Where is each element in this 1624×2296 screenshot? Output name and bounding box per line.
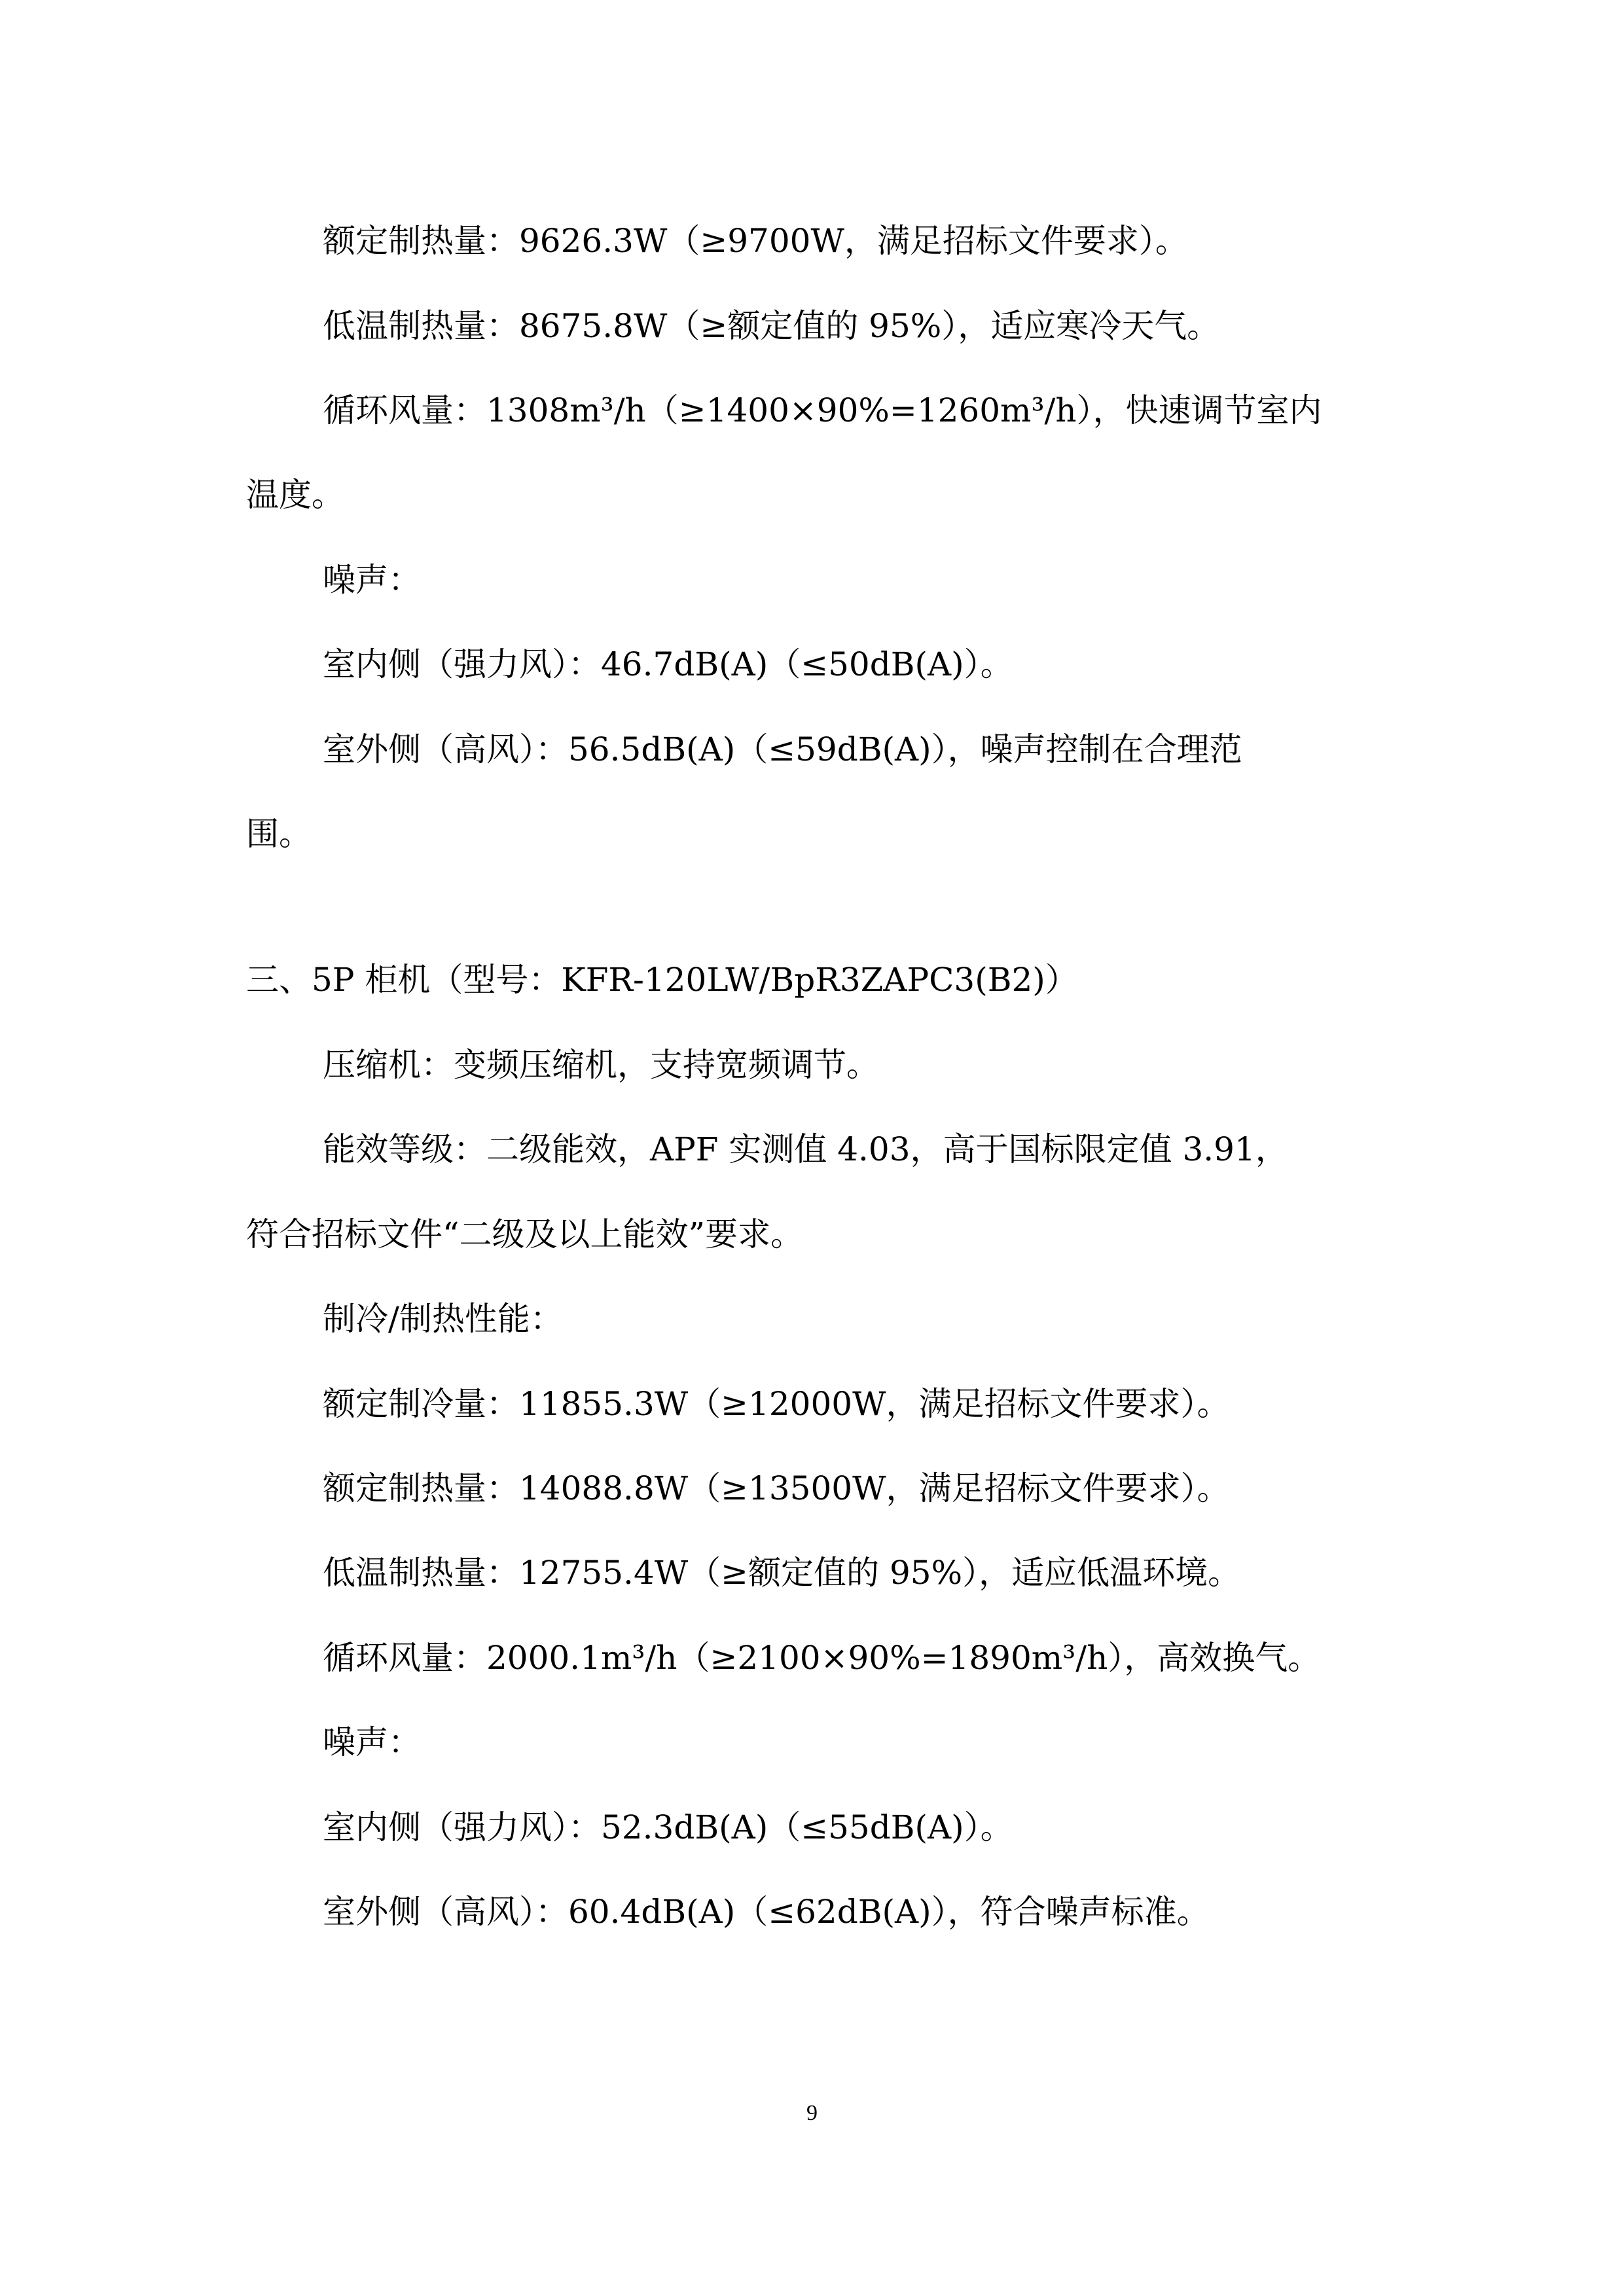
text-line-rated-cooling: 额定制冷量：11855.3W（≥12000W，满足招标文件要求）。	[323, 1385, 1230, 1423]
text-line-airflow: 循环风量：1308m³/h（≥1400×90%=1260m³/h），快速调节室内	[323, 391, 1322, 429]
text-line-airflow-cont: 温度。	[246, 476, 344, 514]
text-line-rated-heating-2: 额定制热量：14088.8W（≥13500W，满足招标文件要求）。	[323, 1469, 1230, 1507]
text-line-outdoor-noise: 室外侧（高风）：56.5dB(A)（≤59dB(A)），噪声控制在合理范	[323, 730, 1242, 768]
text-line-noise-label: 噪声：	[323, 561, 421, 599]
text-line-airflow-2: 循环风量：2000.1m³/h（≥2100×90%=1890m³/h），高效换气。	[323, 1639, 1321, 1677]
text-line-rated-heating: 额定制热量：9626.3W（≥9700W，满足招标文件要求）。	[323, 222, 1188, 260]
text-line-outdoor-noise-2: 室外侧（高风）：60.4dB(A)（≤62dB(A)），符合噪声标准。	[323, 1893, 1210, 1931]
text-line-efficiency: 能效等级：二级能效，APF 实测值 4.03，高于国标限定值 3.91，	[323, 1130, 1288, 1168]
page-number: 9	[806, 2101, 818, 2125]
section-heading-5p-cabinet: 三、5P 柜机（型号：KFR-120LW/BpR3ZAPC3(B2)）	[246, 961, 1078, 999]
text-line-indoor-noise: 室内侧（强力风）：46.7dB(A)（≤50dB(A)）。	[323, 645, 1013, 683]
text-line-indoor-noise-2: 室内侧（强力风）：52.3dB(A)（≤55dB(A)）。	[323, 1808, 1013, 1846]
text-line-low-temp-heating-2: 低温制热量：12755.4W（≥额定值的 95%），适应低温环境。	[323, 1554, 1241, 1592]
text-line-noise-label-2: 噪声：	[323, 1723, 421, 1761]
text-line-outdoor-noise-cont: 围。	[246, 815, 312, 853]
text-line-performance-label: 制冷/制热性能：	[323, 1300, 563, 1338]
text-line-low-temp-heating: 低温制热量：8675.8W（≥额定值的 95%），适应寒冷天气。	[323, 307, 1220, 345]
text-line-efficiency-cont: 符合招标文件“二级及以上能效”要求。	[246, 1215, 804, 1253]
text-line-compressor: 压缩机：变频压缩机，支持宽频调节。	[323, 1046, 879, 1084]
